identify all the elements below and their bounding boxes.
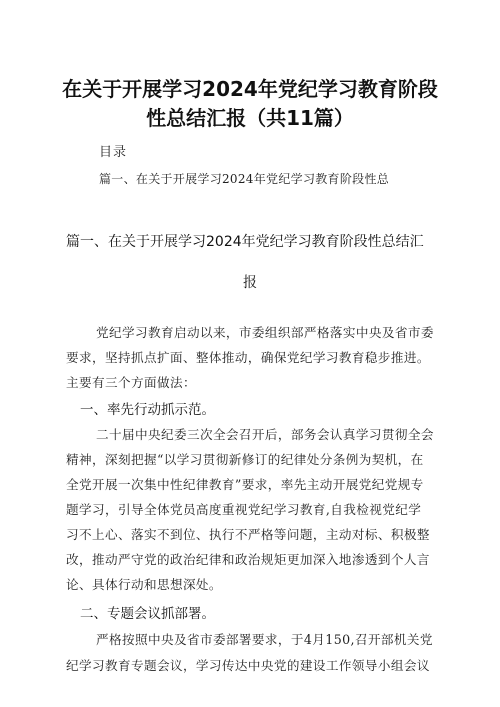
body-line: 习不上心、落实不到位、执行不严格等问题，主动对标、积极整 [66, 527, 430, 542]
subsection-heading-1: 一、率先行动抓示范。 [80, 402, 215, 418]
body-line: 精神，深刻把握“以学习贯彻新修订的纪律处分条例为契机，在 [66, 452, 424, 467]
body-line: 严格按照中央及省市委部署要求，于4月150,召开部机关党 [96, 632, 433, 647]
intro-line: 要求，坚持抓点扩面、整体推动，确保党纪学习教育稳步推进。 [66, 350, 430, 365]
section-title-line-1: 篇一、在关于开展学习2024年党纪学习教育阶段性总结汇 [66, 234, 424, 250]
toc-item[interactable]: 篇一、在关于开展学习2024年党纪学习教育阶段性总 [99, 172, 390, 186]
body-line: 题学习，引导全体党员高度重视党纪学习教育,自我检视党纪学 [66, 502, 422, 517]
body-line: 二十届中央纪委三次全会召开后，部务会认真学习贯彻全会 [96, 427, 434, 442]
body-line: 全党开展一次集中性纪律教育”要求，率先主动开展党纪党规专 [66, 477, 424, 492]
body-line: 论、具体行动和思想深处。 [66, 577, 222, 592]
document-title-line-2: 性总结汇报（共11篇） [146, 106, 354, 130]
intro-line: 党纪学习教育启动以来，市委组织部严格落实中央及省市委 [96, 325, 434, 340]
section-title-line-2: 报 [243, 275, 257, 291]
body-line: 纪学习教育专题会议，学习传达中央党的建设工作领导小组会议 [66, 658, 430, 673]
body-line: 改，推动严守党的政治纪律和政治规矩更加深入地渗透到个人言 [66, 552, 430, 567]
intro-line: 主要有三个方面做法： [66, 375, 196, 390]
subsection-heading-2: 二、专题会议抓部署。 [80, 606, 215, 622]
document-title-line-1: 在关于开展学习2024年党纪学习教育阶段 [62, 77, 438, 101]
toc-heading: 目录 [99, 145, 128, 160]
